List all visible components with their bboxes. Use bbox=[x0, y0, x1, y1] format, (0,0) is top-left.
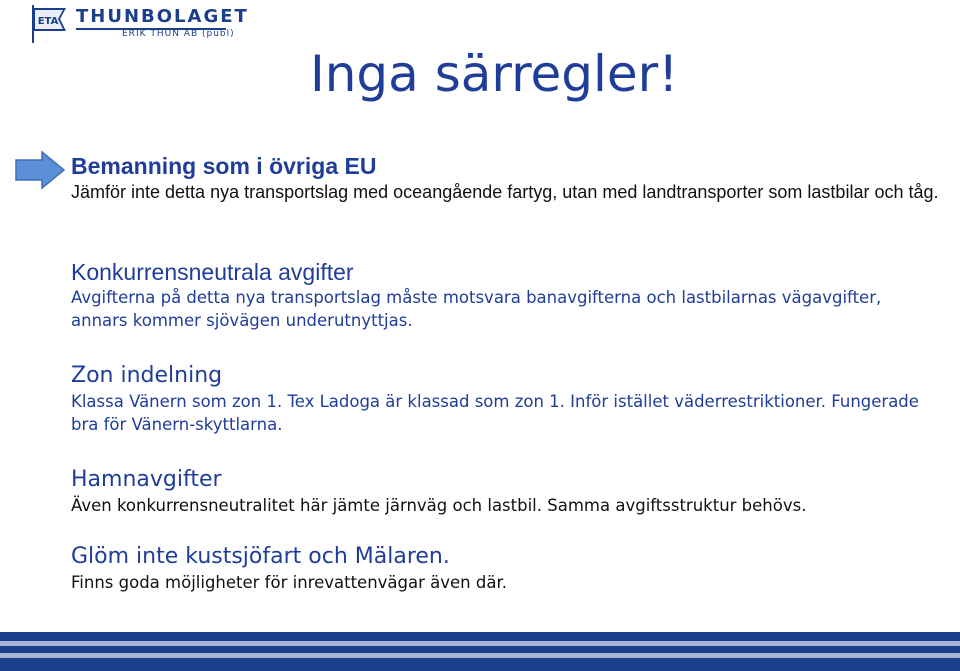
section-avgifter bbox=[71, 258, 941, 332]
section-hamnavgifter bbox=[71, 466, 941, 517]
section-body: Finns goda möjligheter för inrevattenvägar även där. bbox=[71, 573, 507, 592]
section-zon-indelning bbox=[71, 362, 941, 436]
section-kustsjofart bbox=[71, 543, 941, 594]
slide-title: Inga särregler! bbox=[310, 45, 679, 103]
section-body: Klassa Vänern som zon 1. Tex Ladoga är klassad som zon 1. Inför istället väderrestriktioner. Fungerade bra för Vänern-skyttlarna. bbox=[71, 392, 919, 434]
footer-stripe bbox=[0, 646, 960, 653]
section-body: Jämför inte detta nya transportslag med oceangående fartyg, utan med landtransporter som lastbilar och tåg. bbox=[71, 182, 939, 202]
section-body: Även konkurrensneutralitet här jämte järnväg och lastbil. Samma avgiftsstruktur behövs. bbox=[71, 496, 807, 515]
section-heading: Bemanning som i övriga EU bbox=[71, 153, 377, 179]
logo-flag-icon bbox=[30, 4, 70, 44]
logo-flag-text: ETA bbox=[37, 16, 59, 27]
section-heading: Zon indelning bbox=[71, 363, 223, 388]
footer-stripe bbox=[0, 658, 960, 671]
section-heading: Glöm inte kustsjöfart och Mälaren. bbox=[71, 544, 450, 569]
section-heading: Konkurrensneutrala avgifter bbox=[71, 259, 354, 285]
footer-stripe bbox=[0, 632, 960, 641]
footer-stripes bbox=[0, 632, 960, 671]
logo-name: THUNBOLAGET bbox=[76, 6, 249, 27]
right-arrow-icon bbox=[14, 150, 66, 190]
company-logo bbox=[30, 4, 249, 46]
section-bemanning bbox=[71, 152, 941, 204]
logo-subtitle: ERIK THUN AB (publ) bbox=[122, 29, 235, 39]
section-heading: Hamnavgifter bbox=[71, 467, 222, 492]
section-body: Avgifterna på detta nya transportslag måste motsvara banavgifterna och lastbilarnas vägavgifter, annars kommer sjövägen underutnyttjas. bbox=[71, 288, 882, 330]
